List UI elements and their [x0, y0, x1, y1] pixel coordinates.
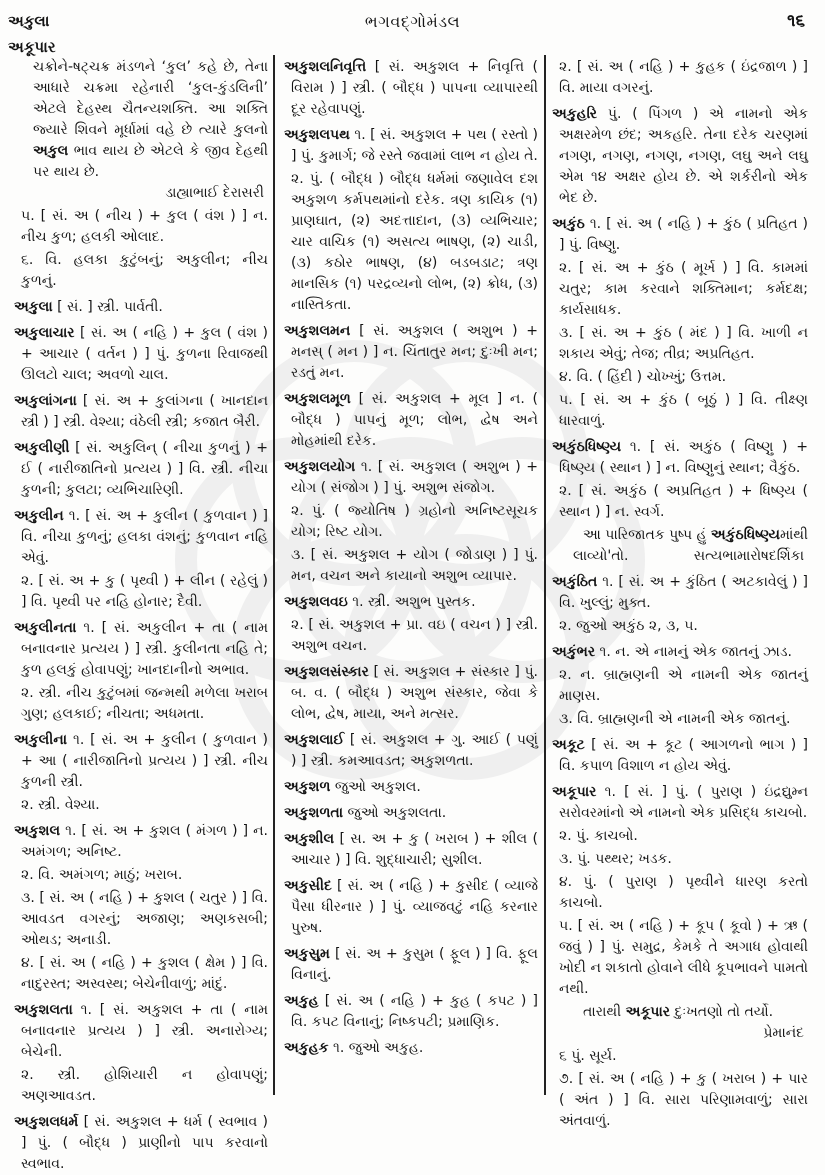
dictionary-entry: [284, 592, 538, 613]
definition-text: પું. ( પિંગળ ) એ નામનો એક અક્ષરમેળ છંદ; અકહરિ. તેના દરેક ચરણમાં નગણ, નગણ, નગણ, નગણ, લઘુ અને લઘુ એમ ૧૪ અક્ષર હોય છે. એ શર્કરીનો એક ભેદ છે.: [559, 106, 809, 206]
headword: અકુલાચાર: [14, 325, 75, 341]
definition-text: ૫. [ સં. અ ( નીચ ) + કુલ ( વંશ ) ] ન. નીચ કુળ; હલકી ઓલાદ.: [21, 208, 268, 245]
dictionary-entry: [284, 803, 538, 824]
definition-text: [ સ. અ + કુ ( ખરાબ ) + શીલ ( આચાર ) ] વિ. શુદ્ધાચારી; સુશીલ.: [291, 831, 538, 868]
headword: અકુશલનિવૃત્તિ: [284, 59, 367, 75]
definition-text: [ સં. અકુશલ + નિવૃત્તિ ( વિરામ ) ] સ્ત્રી. ( બૌદ્ધ ) પાપના વ્યાપારથી દૂર રહેવાપણું.: [291, 59, 539, 117]
quoted-headword: અકુંઠધિષ્ણ્ય: [710, 527, 780, 543]
definition-text: ૪. [ સં. અ ( નહિ ) + કુશલ ( ક્ષેમ ) ] વિ. નાદુરસ્ત; અસ્વસ્થ; બેચેનીવાળું; માંદું.: [21, 955, 268, 992]
definition-text: ૨. [ સં. અકુશલ + પ્રા. વઇ ( વચન ) ] સ્ત્રી. અશુભ વચન.: [291, 617, 538, 654]
entry-sense: [552, 826, 808, 847]
entry-sense: [552, 258, 808, 321]
author-name: ડાહ્યાભાઈ દેરાસરી: [165, 185, 264, 201]
definition-text: ૨. [ સં. અ + કુ ( પૃથ્વી ) + લીન ( રહેલું ) ] વિ. પૃથ્વી પર નહિ હોનાર; દૈવી.: [21, 573, 268, 610]
definition-text: ૨. પું. કાચબો.: [559, 828, 638, 844]
definition-text: ૧. [ સં. અ + કુલીન ( કુળવાન ) ] વિ. નીચા કુળનું; હલકા વંશનું; કુળવાન નહિ એવું.: [21, 508, 268, 566]
headword: અકુંઠધિષ્ણ્ય: [552, 439, 622, 455]
dictionary-entry: [552, 735, 808, 777]
guide-word-first: અકુલા: [8, 12, 50, 30]
dictionary-entry: [284, 57, 538, 120]
entry-sense: [552, 916, 808, 1000]
definition-text: ૨. પું. ( બૌદ્ધ ) બૌદ્ધ ધર્મમાં જણાવેલ દશ અકુશળ કર્મપથમાંનો દરેક. ત્રણ કાયિક (૧) પ્રાણઘાત, (૨) અદત્તાદાન, (૩) વ્યભિચાર; ચાર વાચિક (૧) અસત્ય ભાષણ, (૨) ચાડી, (૩) કઠોર ભાષણ, (૪) બડબડાટ; ત્રણ માનસિક (૧) પરદ્રવ્યનો લોભ, (૨) ક્રોધ, (૩) નાસ્તિકતા.: [291, 171, 538, 313]
entry-sense: [14, 953, 268, 995]
headword: અકુસીદ: [284, 878, 332, 894]
quote-text: તારાથી: [583, 1004, 626, 1020]
quote-text: ચક્રોને-ષટ્ચક્ર મંડળને ‘કુલ’ કહે છે, તેના આધારે ચક્રમા રહેનારી ‘કુલ-કુંડલિની’ એટલે દેહસ્થ ચૈતન્યશક્તિ. આ શક્તિ જ્યારે શિવને મૂર્ધામાં વહે છે ત્યારે કુલનો: [33, 59, 268, 138]
dictionary-entry: [552, 782, 808, 824]
headword: અકુશલયોગ: [284, 459, 356, 475]
entry-sense: [14, 683, 268, 725]
author-name: પ્રેમાનંદ: [763, 1025, 804, 1041]
headword: અકુલા: [14, 299, 53, 315]
definition-text: ૧. જુઓ અકુહ.: [332, 1040, 424, 1056]
dictionary-entry: [14, 391, 268, 433]
dictionary-entry: [552, 572, 808, 614]
page-title: ભગવદ્ગોમંડલ: [364, 12, 461, 31]
definition-text: [ સં. અ + કુલાંગના ( ખાનદાન સ્ત્રી ) ] સ્ત્રી. વેશ્યા; વંઠેલી સ્ત્રી; કજાત બૈરી.: [21, 393, 269, 430]
dictionary-entry: [284, 457, 538, 499]
dictionary-entry: [284, 991, 538, 1033]
definition-text: [ સં. અ ( નહિ ) + કુસીદ ( વ્યાજે પૈસા ધીરનાર ) ] પું. વ્યાજવટું નહિ કરનાર પુરુષ.: [291, 878, 539, 936]
definition-text: ૩. [ સં. અ ( નહિ ) + કુશલ ( ચતુર ) ] વિ. આવડત વગરનું; અજાણ; અણકસબી; ઓથડ; અનાડી.: [21, 890, 268, 948]
dictionary-entry: [284, 876, 538, 939]
definition-text: [ સં. અકુશલ + સંસ્કાર ] પું. બ. વ. ( બૌદ્ધ ) અશુભ સંસ્કાર, જેવા કે લોભ, દ્વેષ, માયા, અને મત્સર.: [291, 664, 538, 722]
definition-text: ૨. સ્ત્રી. વેશ્યા.: [21, 797, 100, 813]
entry-sense: [552, 367, 808, 388]
definition-text: ૩. વિ. બ્રાહ્મણની એ નામની એક જાતનું.: [559, 711, 791, 727]
quoted-headword: અકૂપાર: [625, 1004, 670, 1020]
definition-text: ૩. પું. પથ્થર; ખડક.: [559, 851, 672, 867]
dictionary-entry: [552, 437, 808, 479]
entry-sense: [14, 1065, 268, 1107]
quote-text: માંથી લાવ્યો'તો.: [573, 527, 808, 564]
dictionary-entry: [284, 1038, 538, 1059]
definition-text: ૧. [ સં. ] પું. ( પુરાણ ) ઇંદ્રદ્યુમ્ન સરોવરમાંનો એ નામનો એક પ્રસિદ્ધ કાચબો.: [559, 784, 809, 821]
definition-text: જુઓ અકુશલતા.: [347, 805, 447, 821]
citation-author: [14, 183, 268, 204]
dictionary-entry: [552, 104, 808, 209]
definition-text: ૧. [ સં. અકુશલ ( અશુભ ) + યોગ ( સંજોગ ) ] પું. અશુભ સંજોગ.: [291, 459, 539, 496]
headword: અકૂટ: [552, 737, 585, 753]
entry-sense: [552, 323, 808, 365]
quote-text: દુઃખતણો તો તર્યો.: [670, 1004, 774, 1020]
definition-text: ૨. ન. બ્રાહ્મણની એ નામની એક જાતનું માણસ.: [559, 667, 808, 704]
headword: અકુશલપથ: [284, 127, 350, 143]
entry-sense: [552, 481, 808, 523]
definition-text: ૧. [ સં. અકુલીન + તા ( નામ બનાવનાર પ્રત્યય ) ] સ્ત્રી. કુલીનતા નહિ તે; કુળ હલકું હોવાપણું; ખાનદાનીનો અભાવ.: [21, 620, 268, 678]
definition-text: ૨. પું. ( જ્યોતિષ ) ગ્રહોનો અનિષ્ટસૂચક યોગ; રિષ્ટ યોગ.: [291, 503, 538, 540]
definition-text: [ સં. ] સ્ત્રી. પાર્વતી.: [57, 299, 163, 315]
dictionary-entry: [14, 821, 268, 863]
entry-sense: [14, 865, 268, 886]
headword: અકુશલવઇ: [284, 594, 348, 610]
definition-text: [ સં. અ ( નહિ ) + કુહ ( કપટ ) ] વિ. કપટ વિનાનું; નિષ્કપટી; પ્રમાણિક.: [291, 993, 538, 1030]
headword: અકુશીલ: [284, 831, 335, 847]
definition-text: [ સં. અકુશલ + ગુ. આઈ ( પણું ) ] સ્ત્રી. કમઆવડત; અકુશળતા.: [291, 732, 538, 769]
headword: અકુશલધર્મ: [14, 1114, 79, 1130]
headword: અકુશળ: [284, 779, 331, 795]
entry-sense: [284, 545, 538, 587]
headword: અકુલીણી: [14, 440, 70, 456]
entry-sense: [552, 872, 808, 914]
headword: અકૂપાર: [552, 784, 597, 800]
dictionary-entry: [14, 297, 268, 318]
entry-sense: [552, 1069, 808, 1132]
dictionary-entry: [284, 829, 538, 871]
definition-text: [ સં. અકુશલ ( અશુભ ) + મનસ્ ( મન ) ] ન. ચિંતાતુર મન; દુઃખી મન; રડતું મન.: [291, 323, 539, 381]
quote-text: આ પારિજાતક પુષ્પ હું: [583, 527, 711, 543]
definition-text: ૩. [ સં. અકુશલ + યોગ ( જોડાણ ) ] પું. મન, વચન અને કાયાનો અશુભ વ્યાપાર.: [291, 547, 538, 584]
definition-text: ૨. જુઓ અકુંઠ ૨, ૩, ૫.: [559, 618, 698, 634]
dictionary-entry: [284, 730, 538, 772]
definition-text: ૧. [ સં. અ ( નહિ ) + કુંઠ ( પ્રતિહત ) ] પું. વિષ્ણુ.: [559, 216, 808, 253]
headword: અકુશલતા: [14, 1002, 73, 1018]
definition-text: [ સં. અકુશલ + મૂલ ] ન. ( બૌદ્ધ ) પાપનું મૂળ; લોભ, દ્વેષ અને મોહમાંથી દરેક.: [291, 391, 538, 449]
definition-text: ૧. [ સં. અ + કુલીન ( કુળવાન ) + આ ( નારીજાતિનો પ્રત્યય ) ] સ્ત્રી. નીચ કુળની સ્ત્રી.: [21, 732, 268, 790]
definition-text: ૫. [ સં. અ + કુંઠ ( બૂઠું ) ] વિ. તીક્ષ્ણ ધારવાળું.: [559, 392, 808, 429]
entry-sense: [552, 849, 808, 870]
dictionary-entry: [284, 662, 538, 725]
headword: અકુશલ: [14, 823, 61, 839]
entry-sense: [14, 206, 268, 248]
citation-author: [552, 1023, 808, 1044]
definition-text: ૨. સ્ત્રી. હોશિયારી ન હોવાપણું; અણઆવડત.: [21, 1067, 268, 1104]
entry-sense: [14, 888, 268, 951]
headword: અકુશળતા: [284, 805, 344, 821]
headword: અકુશલમૂળ: [284, 391, 351, 407]
citation-quote: [14, 57, 268, 183]
entry-sense: [14, 250, 268, 292]
dictionary-entry: [14, 730, 268, 793]
entry-sense: [552, 616, 808, 637]
entry-sense: [552, 665, 808, 707]
headword: અકુહ: [284, 993, 319, 1009]
dictionary-entry: [284, 125, 538, 167]
definition-text: ૨. [ સં. અકુંઠ ( અપ્રતિહત ) + ધિષ્ણ્ય ( સ્થાન ) ] ન. સ્વર્ગ.: [559, 483, 808, 520]
headword: અકુશલમન: [284, 323, 351, 339]
dictionary-entry: [284, 321, 538, 384]
quote-text: ભાવ થાય છે એટલે કે જીવ દેહથી પર થાય છે.: [33, 143, 268, 180]
definition-text: [ સં. અ ( નહિ ) + કુલ ( વંશ ) + આચાર ( વર્તન ) ] પું. કુળના રિવાજથી ઊલટો ચાલ; અવળો ચાલ.: [21, 325, 268, 383]
column-2: [284, 57, 538, 1059]
headword: અકુશલસંસ્કાર: [284, 664, 369, 680]
entry-sense: [14, 795, 268, 816]
definition-text: જુઓ અકુશલ.: [334, 779, 421, 795]
definition-text: ૩. [ સં. અ + કુંઠ ( મંદ ) ] વિ. ખાળી ન શકાય એવું; તેજ; તીવ્ર; અપ્રતિહત.: [559, 325, 808, 362]
headword: અકુંઠ: [552, 216, 585, 232]
definition-text: [ સં. અકુલિન્ ( નીચા કુળનું ) + ઈ ( નારીજાતિનો પ્રત્યય ) ] વિ. સ્ત્રી. નીચા કુળની; કુલટા; વ્યભિચારિણી.: [21, 440, 268, 498]
entry-sense: [284, 169, 538, 316]
definition-text: ૨. [ સં. અ + કુંઠ ( મૂર્ખ ) ] વિ. કામમાં ચતુર; કામ કરવાને શક્તિમાન; કર્મદક્ષ; કાર્યસાધક.: [559, 260, 808, 318]
definition-text: ૫. [ સં. અ ( નહિ ) + કૂપ ( કૂવો ) + ઋ ( જવું ) ] પું. સમુદ્ર, કેમકે તે અગાધ હોવાથી ખોદી ન શકાતો હોવાને લીધે કૂપભાવને પામતો નથી.: [559, 918, 808, 997]
column-3: [552, 57, 808, 1132]
headword: અકુશલાઈ: [284, 732, 345, 748]
dictionary-entry: [284, 777, 538, 798]
definition-text: ૧. [ સં. અ + કુશલ ( મંગળ ) ] ન. અમંગળ; અનિષ્ટ.: [21, 823, 268, 860]
page-number: ૧૬: [787, 11, 805, 31]
definition-text: ૪. વિ. ( હિંદી ) ચોખ્ખું; ઉત્તમ.: [559, 369, 727, 385]
column-1: [14, 57, 268, 1175]
guide-word-last: અકૂપાર: [8, 38, 56, 56]
definition-text: ૧. સ્ત્રી. અશુભ પુસ્તક.: [352, 594, 476, 610]
entry-sense: [552, 709, 808, 730]
definition-text: ૧. ન. એ નામનું એક જાતનું ઝાડ.: [599, 644, 792, 660]
definition-text: ૬. વિ. હલકા કુટુંબનું; અકુલીન; નીચ કુળનું.: [21, 252, 268, 289]
entry-sense: [552, 57, 808, 99]
entry-sense: [284, 615, 538, 657]
definition-text: ૭. [ સં. અ ( નહિ ) + કુ ( ખરાબ ) + પાર ( અંત ) ] વિ. સારા પરિણામવાળું; સારા અંતવાળું.: [559, 1071, 808, 1129]
entry-sense: [284, 501, 538, 543]
definition-text: [ સં. અ + કૂટ ( આગળનો ભાગ ) ] વિ. કપાળ વિશાળ ન હોય એવું.: [559, 737, 809, 774]
definition-text: ૧. [ સં. અકુંઠ ( વિષ્ણુ ) + ધિષ્ણ્ય ( સ્થાન ) ] ન. વિષ્ણુનું સ્થાન; વૈકુંઠ.: [559, 439, 808, 476]
dictionary-entry: [14, 1000, 268, 1063]
dictionary-entry: [14, 438, 268, 501]
definition-text: ૨. સ્ત્રી. નીચ કુટુંબમાં જન્મથી મળેલા ખરાબ ગુણ; હલકાઈ; નીચતા; અધમતા.: [21, 685, 268, 722]
entry-sense: [552, 1046, 808, 1067]
definition-text: [ સં. અ + કુસુમ ( ફૂલ ) ] વિ. ફૂલ વિનાનું.: [291, 946, 539, 983]
headword: અકુલીન: [14, 508, 64, 524]
dictionary-entry: [284, 389, 538, 452]
definition-text: ૧. [ સં. અકુશલ + તા ( નામ બનાવનાર પ્રત્યય ) ] સ્ત્રી. અનારોગ્ય; બેચેની.: [21, 1002, 268, 1060]
definition-text: ૬ પું. સૂર્ય.: [559, 1048, 617, 1064]
dictionary-entry: [14, 506, 268, 569]
dictionary-entry: [552, 214, 808, 256]
quoted-headword: અકુલ: [33, 143, 69, 159]
headword: અકુહક: [284, 1040, 329, 1056]
definition-text: ૨. [ સં. અ ( નહિ ) + કુહક ( ઇંદ્રજાળ ) ] વિ. માયા વગરનું.: [559, 59, 808, 96]
definition-text: ૧. [ સં. અ + કુંઠિત ( અટકાવેલું ) ] વિ. ખુલ્લું; મુક્ત.: [559, 574, 808, 611]
headword: અકુલાંગના: [14, 393, 77, 409]
column-divider: [544, 55, 546, 1095]
headword: અકુંઠિત: [552, 574, 598, 590]
definition-text: [ સં. અકુશલ + ધર્મ ( સ્વભાવ ) ] પું. ( બૌદ્ધ ) પ્રાણીનો પાપ કરવાનો સ્વભાવ.: [21, 1114, 268, 1172]
definition-text: ૪. પું. ( પુરાણ ) પૃથ્વીને ધારણ કરતો કાચબો.: [559, 874, 808, 911]
headword: અકુહરિ: [552, 106, 598, 122]
dictionary-entry: [552, 642, 808, 663]
citation-quote: [552, 1002, 808, 1023]
definition-text: ૨. વિ. અમંગળ; માઠું; ખરાબ.: [21, 867, 183, 883]
headword: અકુસુમ: [284, 946, 330, 962]
dictionary-entry: [14, 1112, 268, 1175]
dictionary-entry: [284, 944, 538, 986]
headword: અકુલીનતા: [14, 620, 77, 636]
entry-sense: [552, 390, 808, 432]
citation-quote: [552, 525, 808, 567]
column-divider: [273, 55, 275, 1095]
definition-text: ૧. [ સં. અકુશલ + પથ ( રસ્તો ) ] પું. કુમાર્ગ; જે રસ્તે જવામાં લાભ ન હોય તે.: [291, 127, 539, 164]
headword: અકુલીના: [14, 732, 68, 748]
headword: અકુંભર: [552, 644, 596, 660]
dictionary-entry: [14, 618, 268, 681]
entry-sense: [14, 571, 268, 613]
citation-author: સત્યભામારોષદર્શિકા: [693, 548, 804, 564]
dictionary-entry: [14, 323, 268, 386]
